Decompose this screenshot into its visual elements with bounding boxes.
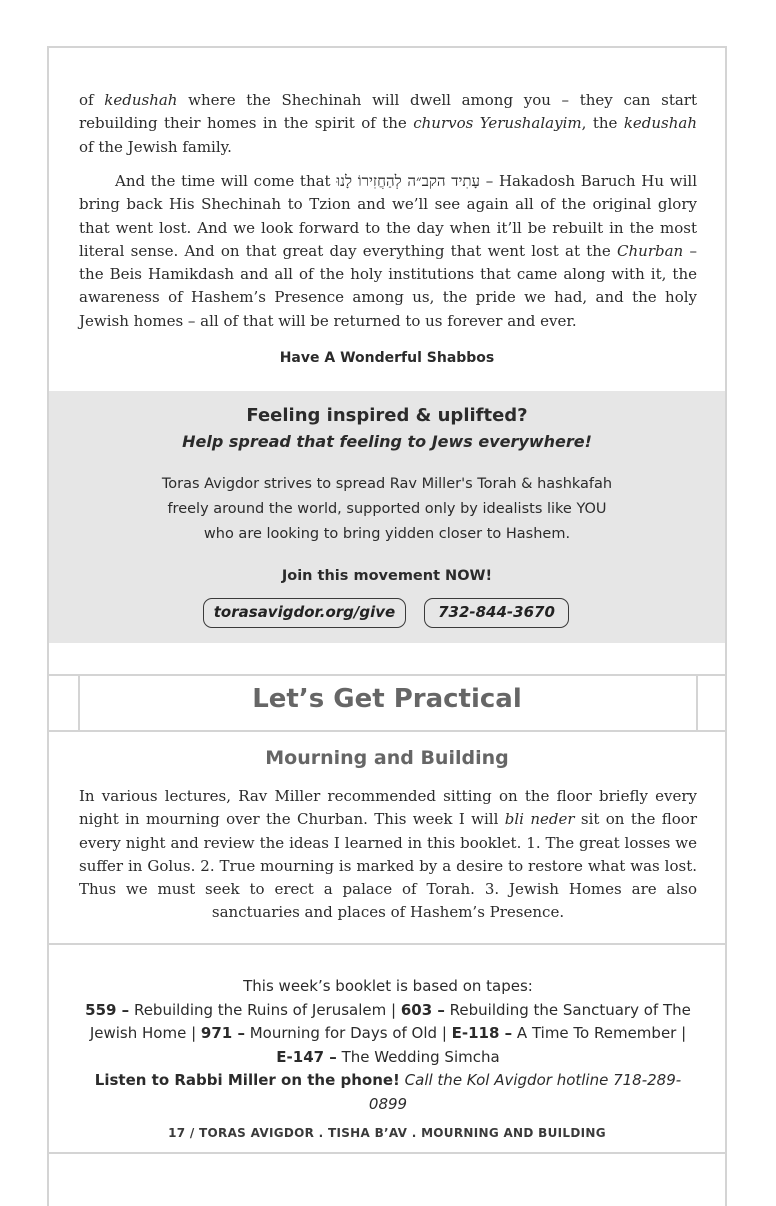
running-footer: 17 / TORAS AVIGDOR . TISHA B’AV . MOURNING AND BUILDING (168, 1126, 606, 1140)
hebrew-quote: עָתִיד הקב״ה לְהַחֲזִירוֹ לָנוּ (336, 172, 481, 190)
divider (49, 1152, 725, 1154)
donation-cta: Join this movement NOW! (281, 568, 493, 584)
tape-number: E-118 – (451, 1024, 513, 1042)
tapes-intro: This week’s booklet is based on tapes: (243, 977, 533, 995)
donation-headline: Feeling inspired & uplifted? (246, 405, 528, 426)
donation-body-line-2: freely around the world, supported only by idealists like YOU (167, 501, 607, 517)
tape-number: 559 – (85, 1000, 130, 1019)
divider (49, 943, 725, 945)
churvos-term: churvos Yerushalayim (413, 114, 582, 133)
tapes-block (80, 975, 696, 1116)
kedushah-term: kedushah (623, 114, 698, 133)
hotline-line: Listen to Rabbi Miller on the phone! Call the Kol Avigdor hotline 718-289-0899 (94, 1071, 682, 1113)
section-subtitle: Mourning and Building (265, 747, 509, 769)
kedushah-term: kedushah (104, 91, 178, 109)
divider (49, 730, 725, 732)
tapes-list: 559 – Rebuilding the Ruins of Jerusalem | 603 – Rebuilding the Sanctuary of The Jewish Home | 971 – Mourning for Days of Old | E-118 – A Time To Remember | E-147 – The Wedding Simcha (85, 1000, 691, 1066)
donate-link-button[interactable]: torasavigdor.org/give (203, 598, 406, 628)
tape-number: 971 – (200, 1024, 245, 1042)
tape-number: 603 – (400, 1000, 445, 1019)
tape-number: E-147 – (276, 1047, 337, 1066)
article-paragraph-2: And the time will come that עָתִיד הקב״ה לְהַחֲזִירוֹ לָנוּ – Hakadosh Baruch Hu will bring back His Shechinah to Tzion and we’ll see again all of the original glory that went lost. And we look forward to the day when it’ll be rebuilt in the most literal sense. And on that great day everything that went lost at the Churban – the Beis Hamikdash and all of the holy institutions that came along with it, the awareness of Hashem’s Presence among us, the pride we had, and the holy Jewish homes – all of that will be returned to us forever and ever. (79, 172, 697, 330)
signoff: Have A Wonderful Shabbos (279, 350, 495, 366)
donate-phone-button[interactable]: 732-844-3670 (424, 598, 569, 628)
donation-subhead: Help spread that feeling to Jews everywhere! (182, 432, 592, 451)
donation-body-line-3: who are looking to bring yidden closer to Hashem. (203, 526, 571, 542)
bli-neder-term: bli neder (504, 810, 575, 829)
section-title: Let’s Get Practical (252, 684, 522, 714)
practical-paragraph: In various lectures, Rav Miller recommended sitting on the floor briefly every night in mourning over the Churban. This week I will bli neder sit on the floor every night and review the ideas I learned in this booklet. 1. The great losses we suffer in Golus. 2. True mourning is marked by a desire to restore what was lost. Thus we must seek to erect a palace of Torah. 3. Jewish Homes are also sanctuaries and places of Hashem’s Presence. (79, 787, 698, 922)
divider (49, 674, 725, 676)
article-paragraph-1: of kedushah where the Shechinah will dwell among you – they can start rebuilding their homes in the spirit of the churvos Yerushalayim, the kedushah of the Jewish family. (79, 91, 698, 156)
donation-body-line-1: Toras Avigdor strives to spread Rav Miller's Torah & hashkafah (161, 476, 613, 492)
churban-term: Churban (617, 241, 684, 260)
